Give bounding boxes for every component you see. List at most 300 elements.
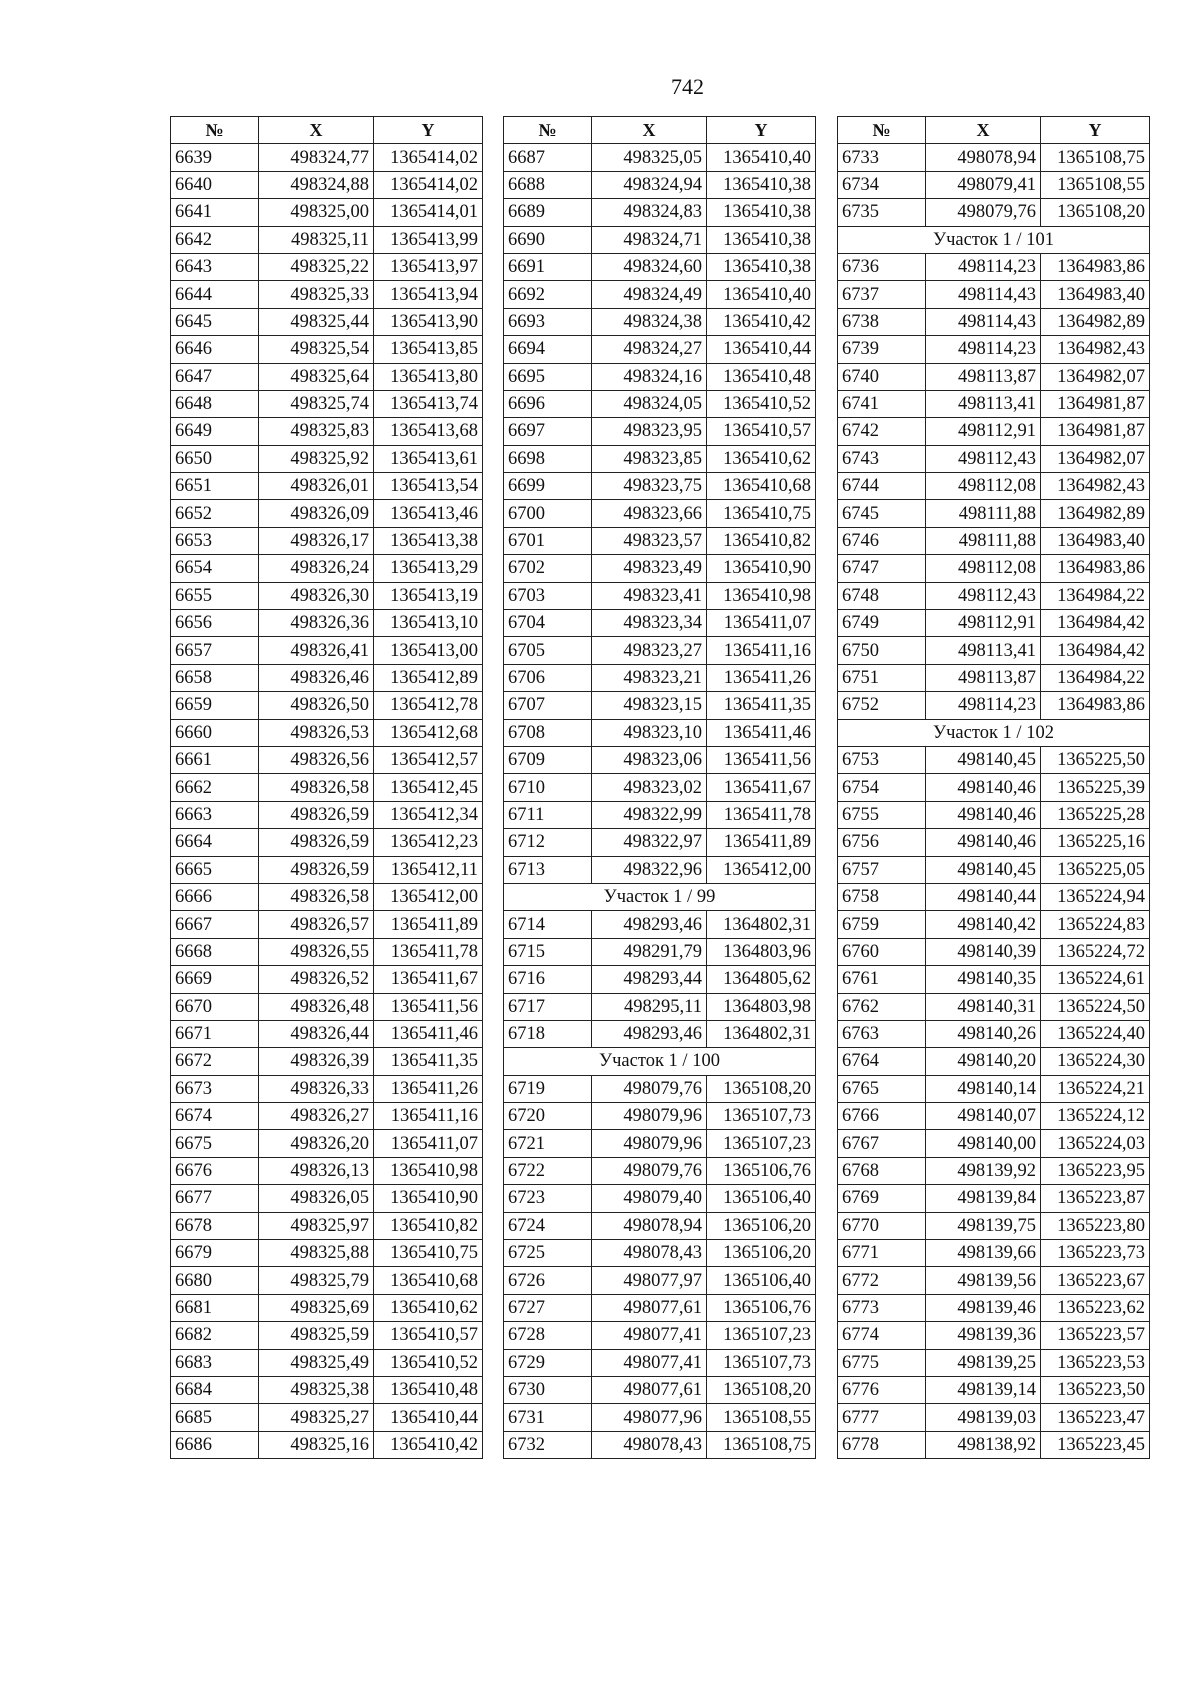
point-number: 6713 <box>504 856 592 883</box>
x-coordinate: 498140,46 <box>926 829 1041 856</box>
table-row <box>504 199 816 226</box>
x-coordinate: 498325,92 <box>259 445 374 472</box>
header-number: № <box>171 117 259 144</box>
point-number: 6752 <box>838 692 926 719</box>
table-row <box>838 363 1150 390</box>
y-coordinate: 1365410,68 <box>707 473 816 500</box>
point-number: 6639 <box>171 144 259 171</box>
y-coordinate: 1365225,28 <box>1041 801 1150 828</box>
section-row <box>504 883 816 910</box>
y-coordinate: 1365410,90 <box>707 555 816 582</box>
x-coordinate: 498293,46 <box>592 911 707 938</box>
header-y: Y <box>707 117 816 144</box>
table-row <box>838 1267 1150 1294</box>
x-coordinate: 498325,54 <box>259 336 374 363</box>
table-row <box>171 993 483 1020</box>
x-coordinate: 498323,41 <box>592 582 707 609</box>
table-row <box>838 692 1150 719</box>
table-row <box>171 1267 483 1294</box>
table-row <box>171 829 483 856</box>
table-row <box>838 1376 1150 1403</box>
table-row <box>504 144 816 171</box>
table-row <box>171 281 483 308</box>
x-coordinate: 498326,30 <box>259 582 374 609</box>
table-row <box>504 418 816 445</box>
x-coordinate: 498324,38 <box>592 308 707 335</box>
section-title: Участок 1 / 101 <box>838 226 1150 253</box>
y-coordinate: 1365410,44 <box>374 1404 483 1431</box>
point-number: 6761 <box>838 966 926 993</box>
point-number: 6719 <box>504 1075 592 1102</box>
table-row <box>838 637 1150 664</box>
x-coordinate: 498079,76 <box>592 1157 707 1184</box>
table-row <box>838 1322 1150 1349</box>
point-number: 6750 <box>838 637 926 664</box>
y-coordinate: 1365108,55 <box>707 1404 816 1431</box>
table-row <box>171 1349 483 1376</box>
table-row <box>838 1349 1150 1376</box>
point-number: 6686 <box>171 1431 259 1458</box>
y-coordinate: 1364803,96 <box>707 938 816 965</box>
x-coordinate: 498079,41 <box>926 171 1041 198</box>
x-coordinate: 498325,05 <box>592 144 707 171</box>
point-number: 6722 <box>504 1157 592 1184</box>
point-number: 6723 <box>504 1185 592 1212</box>
x-coordinate: 498113,87 <box>926 363 1041 390</box>
table-row <box>171 1376 483 1403</box>
y-coordinate: 1364982,07 <box>1041 363 1150 390</box>
x-coordinate: 498323,27 <box>592 637 707 664</box>
table-row <box>838 1431 1150 1458</box>
table-row <box>838 856 1150 883</box>
point-number: 6649 <box>171 418 259 445</box>
x-coordinate: 498323,15 <box>592 692 707 719</box>
header-y: Y <box>374 117 483 144</box>
table-row <box>171 1322 483 1349</box>
table-row <box>504 610 816 637</box>
x-coordinate: 498325,27 <box>259 1404 374 1431</box>
point-number: 6647 <box>171 363 259 390</box>
point-number: 6695 <box>504 363 592 390</box>
table-row <box>504 226 816 253</box>
x-coordinate: 498114,23 <box>926 692 1041 719</box>
y-coordinate: 1365107,73 <box>707 1103 816 1130</box>
y-coordinate: 1365224,61 <box>1041 966 1150 993</box>
y-coordinate: 1364802,31 <box>707 1020 816 1047</box>
table-row <box>504 719 816 746</box>
y-coordinate: 1365224,12 <box>1041 1103 1150 1130</box>
x-coordinate: 498111,88 <box>926 500 1041 527</box>
x-coordinate: 498323,85 <box>592 445 707 472</box>
table-row <box>171 1294 483 1321</box>
x-coordinate: 498326,41 <box>259 637 374 664</box>
x-coordinate: 498140,45 <box>926 746 1041 773</box>
y-coordinate: 1364984,42 <box>1041 637 1150 664</box>
point-number: 6655 <box>171 582 259 609</box>
x-coordinate: 498323,34 <box>592 610 707 637</box>
x-coordinate: 498323,57 <box>592 527 707 554</box>
point-number: 6705 <box>504 637 592 664</box>
y-coordinate: 1365107,23 <box>707 1322 816 1349</box>
x-coordinate: 498326,01 <box>259 473 374 500</box>
point-number: 6687 <box>504 144 592 171</box>
y-coordinate: 1365413,85 <box>374 336 483 363</box>
point-number: 6777 <box>838 1404 926 1431</box>
y-coordinate: 1365410,48 <box>707 363 816 390</box>
point-number: 6739 <box>838 336 926 363</box>
table-row <box>504 445 816 472</box>
point-number: 6681 <box>171 1294 259 1321</box>
table-row <box>838 308 1150 335</box>
x-coordinate: 498325,49 <box>259 1349 374 1376</box>
table-row <box>171 226 483 253</box>
x-coordinate: 498326,58 <box>259 774 374 801</box>
point-number: 6653 <box>171 527 259 554</box>
x-coordinate: 498079,76 <box>926 199 1041 226</box>
table-row <box>838 1075 1150 1102</box>
y-coordinate: 1364984,22 <box>1041 582 1150 609</box>
point-number: 6720 <box>504 1103 592 1130</box>
y-coordinate: 1365223,47 <box>1041 1404 1150 1431</box>
point-number: 6717 <box>504 993 592 1020</box>
y-coordinate: 1365413,38 <box>374 527 483 554</box>
point-number: 6716 <box>504 966 592 993</box>
y-coordinate: 1365225,16 <box>1041 829 1150 856</box>
table-row <box>838 1294 1150 1321</box>
y-coordinate: 1365411,26 <box>707 664 816 691</box>
y-coordinate: 1365413,10 <box>374 610 483 637</box>
y-coordinate: 1365108,55 <box>1041 171 1150 198</box>
y-coordinate: 1365410,98 <box>374 1157 483 1184</box>
point-number: 6760 <box>838 938 926 965</box>
x-coordinate: 498113,87 <box>926 664 1041 691</box>
x-coordinate: 498326,44 <box>259 1020 374 1047</box>
table-row <box>838 1240 1150 1267</box>
y-coordinate: 1365412,89 <box>374 664 483 691</box>
x-coordinate: 498114,43 <box>926 281 1041 308</box>
point-number: 6737 <box>838 281 926 308</box>
y-coordinate: 1365412,45 <box>374 774 483 801</box>
table-row <box>171 911 483 938</box>
y-coordinate: 1365412,34 <box>374 801 483 828</box>
table-row <box>504 1130 816 1157</box>
point-number: 6684 <box>171 1376 259 1403</box>
x-coordinate: 498077,61 <box>592 1294 707 1321</box>
point-number: 6736 <box>838 253 926 280</box>
table-row <box>838 500 1150 527</box>
point-number: 6703 <box>504 582 592 609</box>
point-number: 6742 <box>838 418 926 445</box>
table-row <box>171 582 483 609</box>
x-coordinate: 498326,52 <box>259 966 374 993</box>
y-coordinate: 1365413,90 <box>374 308 483 335</box>
point-number: 6671 <box>171 1020 259 1047</box>
point-number: 6738 <box>838 308 926 335</box>
table-row <box>504 746 816 773</box>
table-row <box>838 473 1150 500</box>
point-number: 6706 <box>504 664 592 691</box>
x-coordinate: 498325,22 <box>259 253 374 280</box>
point-number: 6734 <box>838 171 926 198</box>
table-row <box>504 1020 816 1047</box>
table-row <box>504 171 816 198</box>
point-number: 6652 <box>171 500 259 527</box>
table-row <box>838 582 1150 609</box>
point-number: 6675 <box>171 1130 259 1157</box>
table-row <box>504 390 816 417</box>
table-row <box>171 719 483 746</box>
x-coordinate: 498111,88 <box>926 527 1041 554</box>
y-coordinate: 1365414,02 <box>374 171 483 198</box>
y-coordinate: 1365223,87 <box>1041 1185 1150 1212</box>
table-row <box>171 1020 483 1047</box>
x-coordinate: 498322,97 <box>592 829 707 856</box>
table-row <box>838 336 1150 363</box>
y-coordinate: 1365106,76 <box>707 1294 816 1321</box>
y-coordinate: 1365410,52 <box>374 1349 483 1376</box>
point-number: 6740 <box>838 363 926 390</box>
table-row <box>504 801 816 828</box>
y-coordinate: 1365224,72 <box>1041 938 1150 965</box>
x-coordinate: 498325,69 <box>259 1294 374 1321</box>
x-coordinate: 498326,09 <box>259 500 374 527</box>
x-coordinate: 498140,31 <box>926 993 1041 1020</box>
point-number: 6665 <box>171 856 259 883</box>
coordinates-table-2 <box>503 116 816 1459</box>
table-row <box>171 555 483 582</box>
table-row <box>838 883 1150 910</box>
y-coordinate: 1365412,57 <box>374 746 483 773</box>
point-number: 6685 <box>171 1404 259 1431</box>
section-title: Участок 1 / 99 <box>504 883 816 910</box>
y-coordinate: 1365224,40 <box>1041 1020 1150 1047</box>
x-coordinate: 498112,91 <box>926 610 1041 637</box>
y-coordinate: 1365412,11 <box>374 856 483 883</box>
point-number: 6735 <box>838 199 926 226</box>
x-coordinate: 498140,14 <box>926 1075 1041 1102</box>
table-row <box>504 1322 816 1349</box>
point-number: 6769 <box>838 1185 926 1212</box>
point-number: 6662 <box>171 774 259 801</box>
x-coordinate: 498325,11 <box>259 226 374 253</box>
x-coordinate: 498077,41 <box>592 1322 707 1349</box>
y-coordinate: 1365413,97 <box>374 253 483 280</box>
y-coordinate: 1364805,62 <box>707 966 816 993</box>
table-row <box>171 253 483 280</box>
x-coordinate: 498140,26 <box>926 1020 1041 1047</box>
y-coordinate: 1365410,82 <box>707 527 816 554</box>
table-header-row <box>838 117 1150 144</box>
table-row <box>171 664 483 691</box>
point-number: 6693 <box>504 308 592 335</box>
header-number: № <box>504 117 592 144</box>
y-coordinate: 1365413,94 <box>374 281 483 308</box>
y-coordinate: 1365223,73 <box>1041 1240 1150 1267</box>
table-row <box>838 774 1150 801</box>
point-number: 6667 <box>171 911 259 938</box>
point-number: 6773 <box>838 1294 926 1321</box>
y-coordinate: 1365413,54 <box>374 473 483 500</box>
y-coordinate: 1365410,82 <box>374 1212 483 1239</box>
table-row <box>838 199 1150 226</box>
table-row <box>504 527 816 554</box>
section-row <box>838 719 1150 746</box>
table-row <box>171 1075 483 1102</box>
x-coordinate: 498326,33 <box>259 1075 374 1102</box>
y-coordinate: 1365224,94 <box>1041 883 1150 910</box>
point-number: 6640 <box>171 171 259 198</box>
y-coordinate: 1365412,68 <box>374 719 483 746</box>
table-row <box>838 418 1150 445</box>
table-row <box>838 1020 1150 1047</box>
point-number: 6689 <box>504 199 592 226</box>
x-coordinate: 498079,96 <box>592 1103 707 1130</box>
x-coordinate: 498112,43 <box>926 445 1041 472</box>
point-number: 6660 <box>171 719 259 746</box>
point-number: 6757 <box>838 856 926 883</box>
x-coordinate: 498139,25 <box>926 1349 1041 1376</box>
y-coordinate: 1364982,43 <box>1041 473 1150 500</box>
table-row <box>504 1185 816 1212</box>
table-row <box>838 801 1150 828</box>
y-coordinate: 1365412,78 <box>374 692 483 719</box>
y-coordinate: 1365413,29 <box>374 555 483 582</box>
point-number: 6709 <box>504 746 592 773</box>
y-coordinate: 1365223,95 <box>1041 1157 1150 1184</box>
y-coordinate: 1365410,38 <box>707 171 816 198</box>
x-coordinate: 498326,20 <box>259 1130 374 1157</box>
y-coordinate: 1365411,67 <box>374 966 483 993</box>
y-coordinate: 1364983,86 <box>1041 253 1150 280</box>
point-number: 6745 <box>838 500 926 527</box>
header-x: X <box>926 117 1041 144</box>
y-coordinate: 1364984,42 <box>1041 610 1150 637</box>
point-number: 6749 <box>838 610 926 637</box>
y-coordinate: 1365410,98 <box>707 582 816 609</box>
y-coordinate: 1364982,89 <box>1041 500 1150 527</box>
y-coordinate: 1365108,20 <box>707 1075 816 1102</box>
point-number: 6755 <box>838 801 926 828</box>
x-coordinate: 498326,56 <box>259 746 374 773</box>
point-number: 6756 <box>838 829 926 856</box>
y-coordinate: 1365411,16 <box>707 637 816 664</box>
y-coordinate: 1365223,62 <box>1041 1294 1150 1321</box>
point-number: 6697 <box>504 418 592 445</box>
table-row <box>171 144 483 171</box>
y-coordinate: 1365410,68 <box>374 1267 483 1294</box>
point-number: 6699 <box>504 473 592 500</box>
point-number: 6711 <box>504 801 592 828</box>
table-row <box>504 555 816 582</box>
point-number: 6690 <box>504 226 592 253</box>
x-coordinate: 498325,44 <box>259 308 374 335</box>
y-coordinate: 1365108,20 <box>1041 199 1150 226</box>
x-coordinate: 498139,92 <box>926 1157 1041 1184</box>
x-coordinate: 498140,46 <box>926 774 1041 801</box>
table-row <box>838 911 1150 938</box>
point-number: 6700 <box>504 500 592 527</box>
x-coordinate: 498326,55 <box>259 938 374 965</box>
table-row <box>504 363 816 390</box>
x-coordinate: 498078,43 <box>592 1431 707 1458</box>
point-number: 6698 <box>504 445 592 472</box>
point-number: 6676 <box>171 1157 259 1184</box>
x-coordinate: 498326,46 <box>259 664 374 691</box>
x-coordinate: 498324,71 <box>592 226 707 253</box>
x-coordinate: 498139,56 <box>926 1267 1041 1294</box>
point-number: 6747 <box>838 555 926 582</box>
y-coordinate: 1365411,89 <box>374 911 483 938</box>
table-row <box>504 1212 816 1239</box>
table-row <box>171 774 483 801</box>
x-coordinate: 498140,35 <box>926 966 1041 993</box>
y-coordinate: 1365411,46 <box>707 719 816 746</box>
point-number: 6679 <box>171 1240 259 1267</box>
table-row <box>838 966 1150 993</box>
point-number: 6666 <box>171 883 259 910</box>
x-coordinate: 498077,97 <box>592 1267 707 1294</box>
x-coordinate: 498325,59 <box>259 1322 374 1349</box>
table-row <box>171 1157 483 1184</box>
x-coordinate: 498140,00 <box>926 1130 1041 1157</box>
x-coordinate: 498077,41 <box>592 1349 707 1376</box>
x-coordinate: 498322,99 <box>592 801 707 828</box>
point-number: 6768 <box>838 1157 926 1184</box>
table-row <box>504 1157 816 1184</box>
point-number: 6657 <box>171 637 259 664</box>
y-coordinate: 1364982,07 <box>1041 445 1150 472</box>
table-row <box>838 1130 1150 1157</box>
y-coordinate: 1365411,07 <box>707 610 816 637</box>
table-row <box>838 1185 1150 1212</box>
y-coordinate: 1365410,44 <box>707 336 816 363</box>
point-number: 6715 <box>504 938 592 965</box>
table-row <box>838 1103 1150 1130</box>
x-coordinate: 498324,94 <box>592 171 707 198</box>
x-coordinate: 498079,96 <box>592 1130 707 1157</box>
table-row <box>171 966 483 993</box>
point-number: 6727 <box>504 1294 592 1321</box>
y-coordinate: 1365413,68 <box>374 418 483 445</box>
x-coordinate: 498139,14 <box>926 1376 1041 1403</box>
table-row <box>171 692 483 719</box>
y-coordinate: 1365224,03 <box>1041 1130 1150 1157</box>
x-coordinate: 498079,40 <box>592 1185 707 1212</box>
point-number: 6664 <box>171 829 259 856</box>
point-number: 6748 <box>838 582 926 609</box>
x-coordinate: 498325,16 <box>259 1431 374 1458</box>
point-number: 6668 <box>171 938 259 965</box>
table-row <box>504 1404 816 1431</box>
table-row <box>504 500 816 527</box>
x-coordinate: 498140,46 <box>926 801 1041 828</box>
x-coordinate: 498325,97 <box>259 1212 374 1239</box>
y-coordinate: 1365410,90 <box>374 1185 483 1212</box>
y-coordinate: 1365108,75 <box>707 1431 816 1458</box>
x-coordinate: 498138,92 <box>926 1431 1041 1458</box>
y-coordinate: 1365411,46 <box>374 1020 483 1047</box>
point-number: 6714 <box>504 911 592 938</box>
y-coordinate: 1365225,50 <box>1041 746 1150 773</box>
x-coordinate: 498323,75 <box>592 473 707 500</box>
x-coordinate: 498112,91 <box>926 418 1041 445</box>
x-coordinate: 498325,64 <box>259 363 374 390</box>
x-coordinate: 498114,23 <box>926 336 1041 363</box>
point-number: 6682 <box>171 1322 259 1349</box>
header-x: X <box>259 117 374 144</box>
x-coordinate: 498323,10 <box>592 719 707 746</box>
y-coordinate: 1365411,35 <box>707 692 816 719</box>
